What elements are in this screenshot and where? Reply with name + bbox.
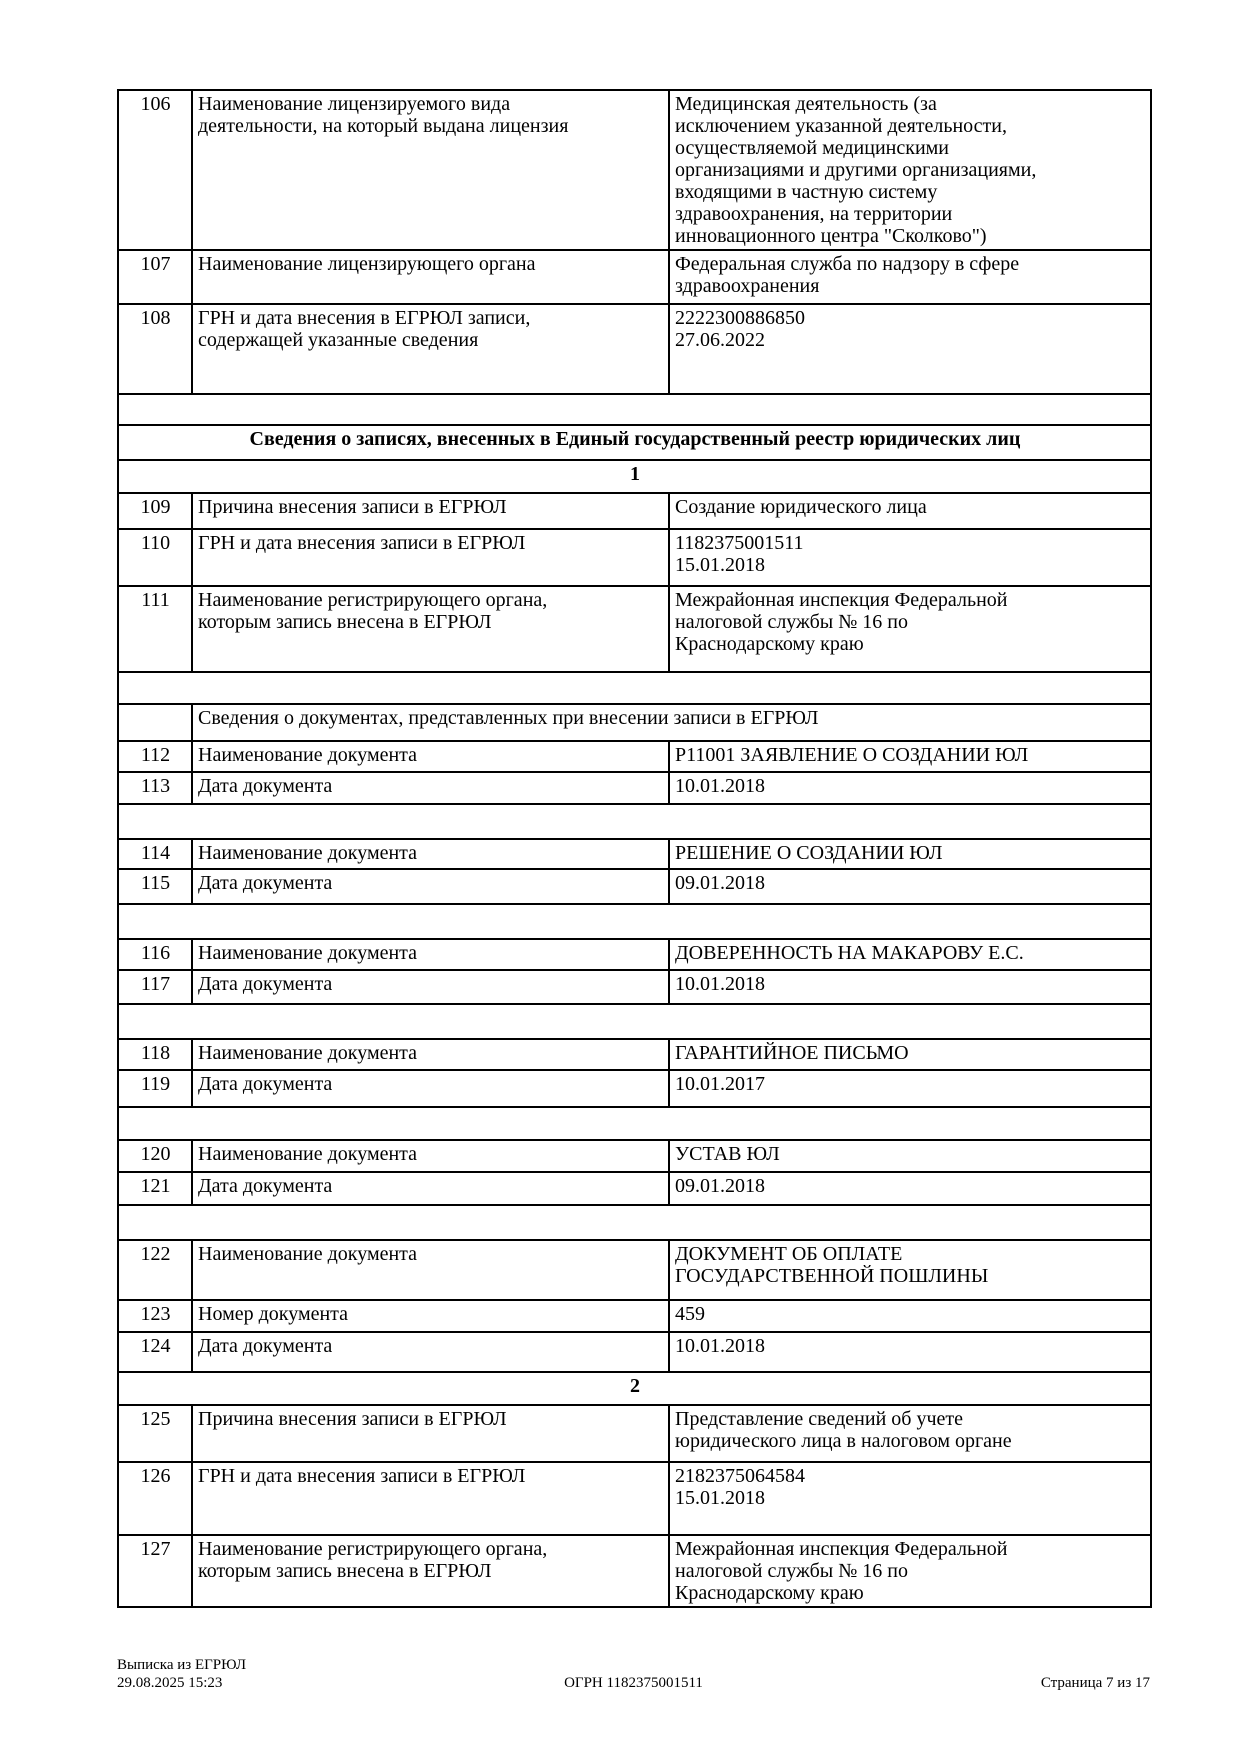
text-line: ГРН и дата внесения в ЕГРЮЛ записи, xyxy=(198,307,531,329)
row-number: 127 xyxy=(118,1535,192,1607)
row-value xyxy=(669,1070,1151,1107)
row-number: 120 xyxy=(118,1140,192,1172)
text-line: 09.01.2018 xyxy=(675,872,765,894)
table-row xyxy=(118,304,1151,394)
text-line: Наименование документа xyxy=(198,1042,418,1064)
group-number: 2 xyxy=(118,1372,1151,1405)
row-label xyxy=(192,250,669,304)
row-label xyxy=(192,1140,669,1172)
table-row xyxy=(118,772,1151,804)
text-line: Дата документа xyxy=(198,872,333,894)
text-line: осуществляемой медицинскими xyxy=(675,137,950,159)
table-row xyxy=(118,869,1151,904)
footer-ogrn: ОГРН 1182375001511 xyxy=(564,1675,703,1691)
text-line: 2222300886850 xyxy=(675,307,805,329)
text-line: Наименование документа xyxy=(198,1243,418,1265)
row-number: 107 xyxy=(118,250,192,304)
row-value xyxy=(669,493,1151,529)
text-line: которым запись внесена в ЕГРЮЛ xyxy=(198,611,492,633)
row-number: 118 xyxy=(118,1039,192,1070)
text-line: 10.01.2018 xyxy=(675,973,765,995)
text-line: Создание юридического лица xyxy=(675,496,927,518)
text-line: РЕШЕНИЕ О СОЗДАНИИ ЮЛ xyxy=(675,842,943,864)
text-line: Межрайонная инспекция Федеральной xyxy=(675,1538,1008,1560)
text-line: здравоохранения, на территории xyxy=(675,203,953,225)
row-number: 108 xyxy=(118,304,192,394)
table-row xyxy=(118,1300,1151,1332)
text-line: 10.01.2017 xyxy=(675,1073,765,1095)
row-value xyxy=(669,529,1151,586)
spacer-cell xyxy=(118,1107,1151,1140)
text-line: содержащей указанные сведения xyxy=(198,329,479,351)
spacer-cell xyxy=(118,904,1151,939)
text-line: Наименование лицензируемого вида xyxy=(198,93,511,115)
row-value xyxy=(669,1172,1151,1205)
text-line: Дата документа xyxy=(198,775,333,797)
text-line: Наименование документа xyxy=(198,744,418,766)
row-label xyxy=(192,529,669,586)
table-row xyxy=(118,741,1151,772)
row-value xyxy=(669,1300,1151,1332)
spacer-row xyxy=(118,804,1151,839)
text-line: 09.01.2018 xyxy=(675,1175,765,1197)
section-row xyxy=(118,425,1151,460)
row-value xyxy=(669,839,1151,869)
row-number: 109 xyxy=(118,493,192,529)
spacer-cell xyxy=(118,672,1151,704)
spacer-cell xyxy=(118,394,1151,425)
row-number: 122 xyxy=(118,1240,192,1300)
row-label xyxy=(192,1172,669,1205)
text-line: входящими в частную систему xyxy=(675,181,938,203)
row-number: 119 xyxy=(118,1070,192,1107)
row-value xyxy=(669,1140,1151,1172)
table-row xyxy=(118,1172,1151,1205)
row-label xyxy=(192,1300,669,1332)
text-line: Дата документа xyxy=(198,1335,333,1357)
text-line: Дата документа xyxy=(198,1175,333,1197)
text-line: организациями и другими организациями, xyxy=(675,159,1037,181)
text-line: 1182375001511 xyxy=(675,532,804,554)
text-line: 10.01.2018 xyxy=(675,775,765,797)
table-row xyxy=(118,1535,1151,1607)
text-line: ГОСУДАРСТВЕННОЙ ПОШЛИНЫ xyxy=(675,1265,989,1287)
row-label xyxy=(192,1535,669,1607)
section-header: Сведения о записях, внесенных в Единый государственный реестр юридических лиц xyxy=(118,425,1151,460)
text-line: Номер документа xyxy=(198,1303,349,1325)
text-line: Наименование документа xyxy=(198,842,418,864)
spacer-row xyxy=(118,1004,1151,1039)
row-number: 125 xyxy=(118,1405,192,1462)
text-line: ДОВЕРЕННОСТЬ НА МАКАРОВУ Е.С. xyxy=(675,942,1024,964)
spacer-row xyxy=(118,904,1151,939)
row-value xyxy=(669,741,1151,772)
table-row xyxy=(118,1240,1151,1300)
text-line: Краснодарскому краю xyxy=(675,633,864,655)
doc-table-body xyxy=(118,90,1151,1607)
row-value xyxy=(669,90,1151,250)
row-label xyxy=(192,869,669,904)
row-label xyxy=(192,939,669,970)
row-label xyxy=(192,90,669,250)
row-number: 124 xyxy=(118,1332,192,1372)
text-line: исключением указанной деятельности, xyxy=(675,115,1008,137)
row-number: 112 xyxy=(118,741,192,772)
text-line: УСТАВ ЮЛ xyxy=(675,1143,780,1165)
row-value xyxy=(669,250,1151,304)
row-value xyxy=(669,1535,1151,1607)
table-row xyxy=(118,1462,1151,1535)
row-value xyxy=(669,1462,1151,1535)
row-value xyxy=(669,1405,1151,1462)
row-label xyxy=(192,493,669,529)
row-number: 121 xyxy=(118,1172,192,1205)
row-label xyxy=(192,586,669,672)
text-line: налоговой службы № 16 по xyxy=(675,1560,908,1582)
row-number: 126 xyxy=(118,1462,192,1535)
row-number: 111 xyxy=(118,586,192,672)
row-value xyxy=(669,970,1151,1004)
row-label xyxy=(192,839,669,869)
text-line: 15.01.2018 xyxy=(675,554,765,576)
table-row xyxy=(118,970,1151,1004)
table-row xyxy=(118,1039,1151,1070)
spacer-row xyxy=(118,672,1151,704)
row-value xyxy=(669,304,1151,394)
group-row xyxy=(118,460,1151,493)
row-number-empty xyxy=(118,704,192,741)
row-number: 117 xyxy=(118,970,192,1004)
text-line: Наименование документа xyxy=(198,942,418,964)
row-number: 114 xyxy=(118,839,192,869)
row-label xyxy=(192,1039,669,1070)
group-row xyxy=(118,1372,1151,1405)
docheader-row xyxy=(118,704,1151,741)
row-label xyxy=(192,1405,669,1462)
row-value xyxy=(669,772,1151,804)
text-line: Наименование регистрирующего органа, xyxy=(198,589,548,611)
row-label xyxy=(192,970,669,1004)
row-number: 115 xyxy=(118,869,192,904)
text-line: Наименование лицензирующего органа xyxy=(198,253,536,275)
text-line: Дата документа xyxy=(198,973,333,995)
text-line: Медицинская деятельность (за xyxy=(675,93,937,115)
row-number: 123 xyxy=(118,1300,192,1332)
spacer-cell xyxy=(118,1205,1151,1240)
spacer-cell xyxy=(118,804,1151,839)
table-row xyxy=(118,939,1151,970)
footer-datetime: 29.08.2025 15:23 xyxy=(117,1675,223,1691)
row-number: 110 xyxy=(118,529,192,586)
row-value xyxy=(669,869,1151,904)
row-number: 113 xyxy=(118,772,192,804)
text-line: Наименование регистрирующего органа, xyxy=(198,1538,548,1560)
row-number: 106 xyxy=(118,90,192,250)
egrul-table xyxy=(117,89,1152,1608)
text-line: налоговой службы № 16 по xyxy=(675,611,908,633)
text-line: деятельности, на который выдана лицензия xyxy=(198,115,569,137)
text-line: 15.01.2018 xyxy=(675,1487,765,1509)
table-row xyxy=(118,493,1151,529)
text-line: Представление сведений об учете xyxy=(675,1408,963,1430)
text-line: Дата документа xyxy=(198,1073,333,1095)
group-number: 1 xyxy=(118,460,1151,493)
row-label xyxy=(192,1332,669,1372)
text-line: которым запись внесена в ЕГРЮЛ xyxy=(198,1560,492,1582)
text-line: здравоохранения xyxy=(675,275,820,297)
text-line: ГАРАНТИЙНОЕ ПИСЬМО xyxy=(675,1042,909,1064)
text-line: Наименование документа xyxy=(198,1143,418,1165)
row-value xyxy=(669,1039,1151,1070)
table-row xyxy=(118,1070,1151,1107)
text-line: Р11001 ЗАЯВЛЕНИЕ О СОЗДАНИИ ЮЛ xyxy=(675,744,1029,766)
text-line: юридического лица в налоговом органе xyxy=(675,1430,1012,1452)
row-label xyxy=(192,304,669,394)
spacer-row xyxy=(118,1205,1151,1240)
row-value xyxy=(669,939,1151,970)
row-value xyxy=(669,586,1151,672)
text-line: Причина внесения записи в ЕГРЮЛ xyxy=(198,1408,507,1430)
footer-page-number: Страница 7 из 17 xyxy=(1040,1675,1150,1691)
text-line: Межрайонная инспекция Федеральной xyxy=(675,589,1008,611)
text-line: Федеральная служба по надзору в сфере xyxy=(675,253,1020,275)
spacer-row xyxy=(118,1107,1151,1140)
text-line: Краснодарскому краю xyxy=(675,1582,864,1604)
row-label xyxy=(192,772,669,804)
row-label xyxy=(192,1462,669,1535)
table-row xyxy=(118,250,1151,304)
text-line: 2182375064584 xyxy=(675,1465,805,1487)
text-line: 459 xyxy=(675,1303,705,1325)
row-label xyxy=(192,741,669,772)
row-label xyxy=(192,1240,669,1300)
doc-section-header: Сведения о документах, представленных при внесении записи в ЕГРЮЛ xyxy=(192,704,1151,741)
text-line: 10.01.2018 xyxy=(675,1335,765,1357)
text-line: ДОКУМЕНТ ОБ ОПЛАТЕ xyxy=(675,1243,903,1265)
text-line: инновационного центра "Сколково") xyxy=(675,225,987,247)
table-row xyxy=(118,839,1151,869)
text-line: ГРН и дата внесения записи в ЕГРЮЛ xyxy=(198,1465,526,1487)
row-number: 116 xyxy=(118,939,192,970)
spacer-row xyxy=(118,394,1151,425)
footer-doc-type: Выписка из ЕГРЮЛ xyxy=(117,1657,246,1673)
table-row xyxy=(118,1140,1151,1172)
text-line: 27.06.2022 xyxy=(675,329,765,351)
row-value xyxy=(669,1332,1151,1372)
table-row xyxy=(118,90,1151,250)
text-line: Причина внесения записи в ЕГРЮЛ xyxy=(198,496,507,518)
text-line: ГРН и дата внесения записи в ЕГРЮЛ xyxy=(198,532,526,554)
table-row xyxy=(118,1332,1151,1372)
spacer-cell xyxy=(118,1004,1151,1039)
table-row xyxy=(118,586,1151,672)
row-label xyxy=(192,1070,669,1107)
table-row xyxy=(118,529,1151,586)
row-value xyxy=(669,1240,1151,1300)
table-row xyxy=(118,1405,1151,1462)
